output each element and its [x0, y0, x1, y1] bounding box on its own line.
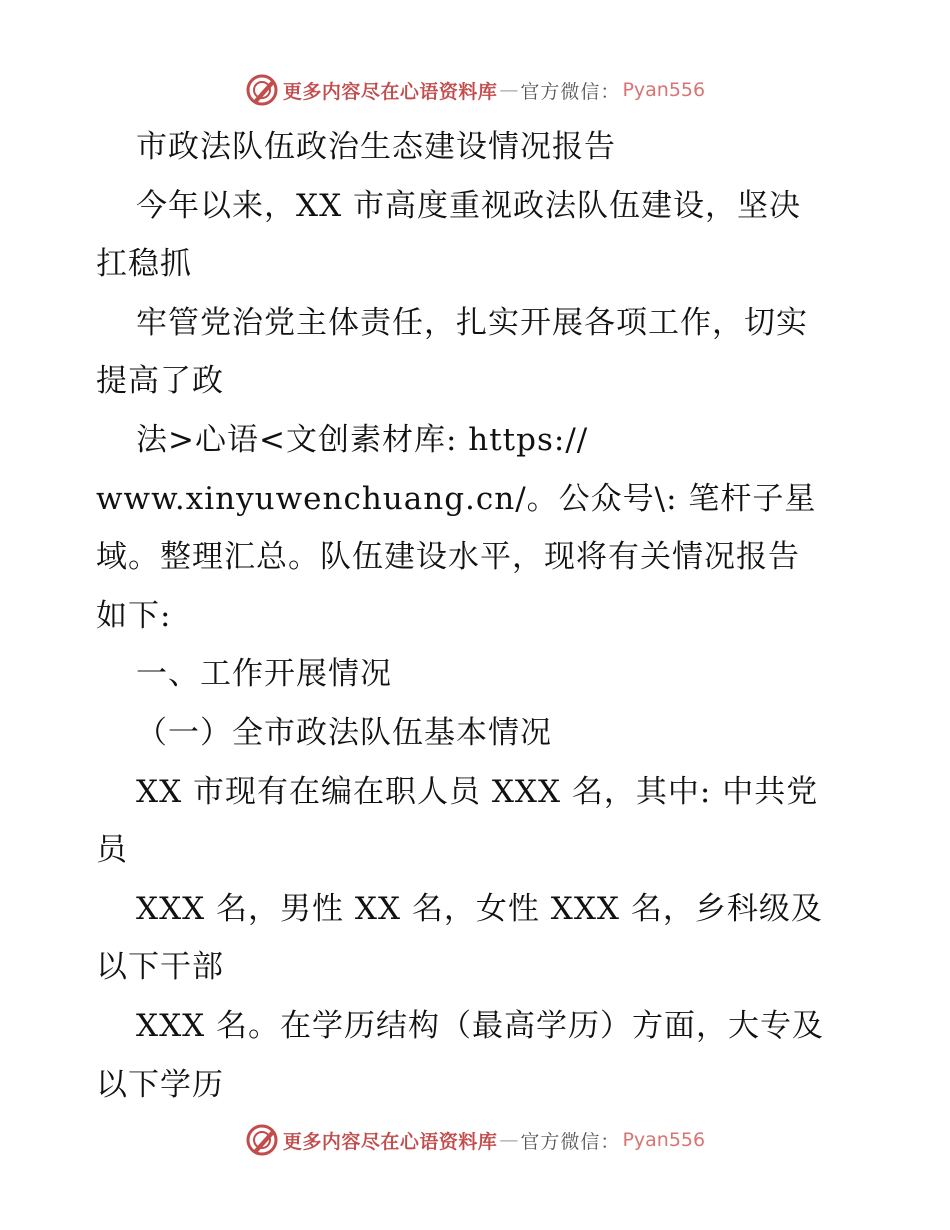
banner-separator: — [499, 79, 519, 101]
banner-separator: — [499, 1129, 519, 1151]
paragraph-line: 牢管党治党主体责任，扎实开展各项工作，切实 [136, 304, 808, 341]
document-title: 市政法队伍政治生态建设情况报告 [136, 129, 616, 165]
document-body [96, 118, 866, 1114]
paragraph-line: 员 [96, 832, 128, 869]
footer-banner [0, 1120, 950, 1160]
paragraph-line: 法>心语<文创素材库: https:// [136, 421, 589, 458]
paragraph-line: 扛稳抓 [96, 246, 192, 283]
pen-logo-icon [245, 73, 279, 107]
paragraph-line: 如下: [96, 597, 172, 634]
banner-wechat-id: Pyan556 [622, 79, 706, 101]
paragraph-line: www.xinyuwenchuang.cn/。公众号\: 笔杆子星 [96, 480, 817, 517]
pen-logo-icon [245, 1123, 279, 1157]
header-banner [0, 70, 950, 110]
paragraph-line: XXX 名。在学历结构（最高学历）方面，大专及 [136, 1007, 825, 1044]
banner-text: 更多内容尽在心语资料库 [282, 1130, 498, 1153]
paragraph-line: XX 市现有在编在职人员 XXX 名，其中: 中共党 [136, 773, 819, 810]
paragraph-line: 以下干部 [96, 949, 224, 986]
paragraph-line: XXX 名，男性 XX 名，女性 XXX 名，乡科级及 [136, 890, 823, 927]
section-heading: 一、工作开展情况 [136, 656, 392, 693]
subsection-heading: （一）全市政法队伍基本情况 [136, 714, 552, 751]
banner-wechat-label: 官方微信： [520, 1130, 621, 1153]
paragraph-line: 以下学历 [96, 1066, 224, 1103]
banner-wechat-label: 官方微信： [520, 80, 621, 103]
paragraph-line: 今年以来，XX 市高度重视政法队伍建设，坚决 [136, 187, 801, 224]
banner-text: 更多内容尽在心语资料库 [282, 80, 498, 103]
banner-wechat-id: Pyan556 [622, 1129, 706, 1151]
paragraph-line: 提高了政 [96, 363, 224, 400]
paragraph-line: 域。整理汇总。队伍建设水平，现将有关情况报告 [96, 539, 800, 576]
